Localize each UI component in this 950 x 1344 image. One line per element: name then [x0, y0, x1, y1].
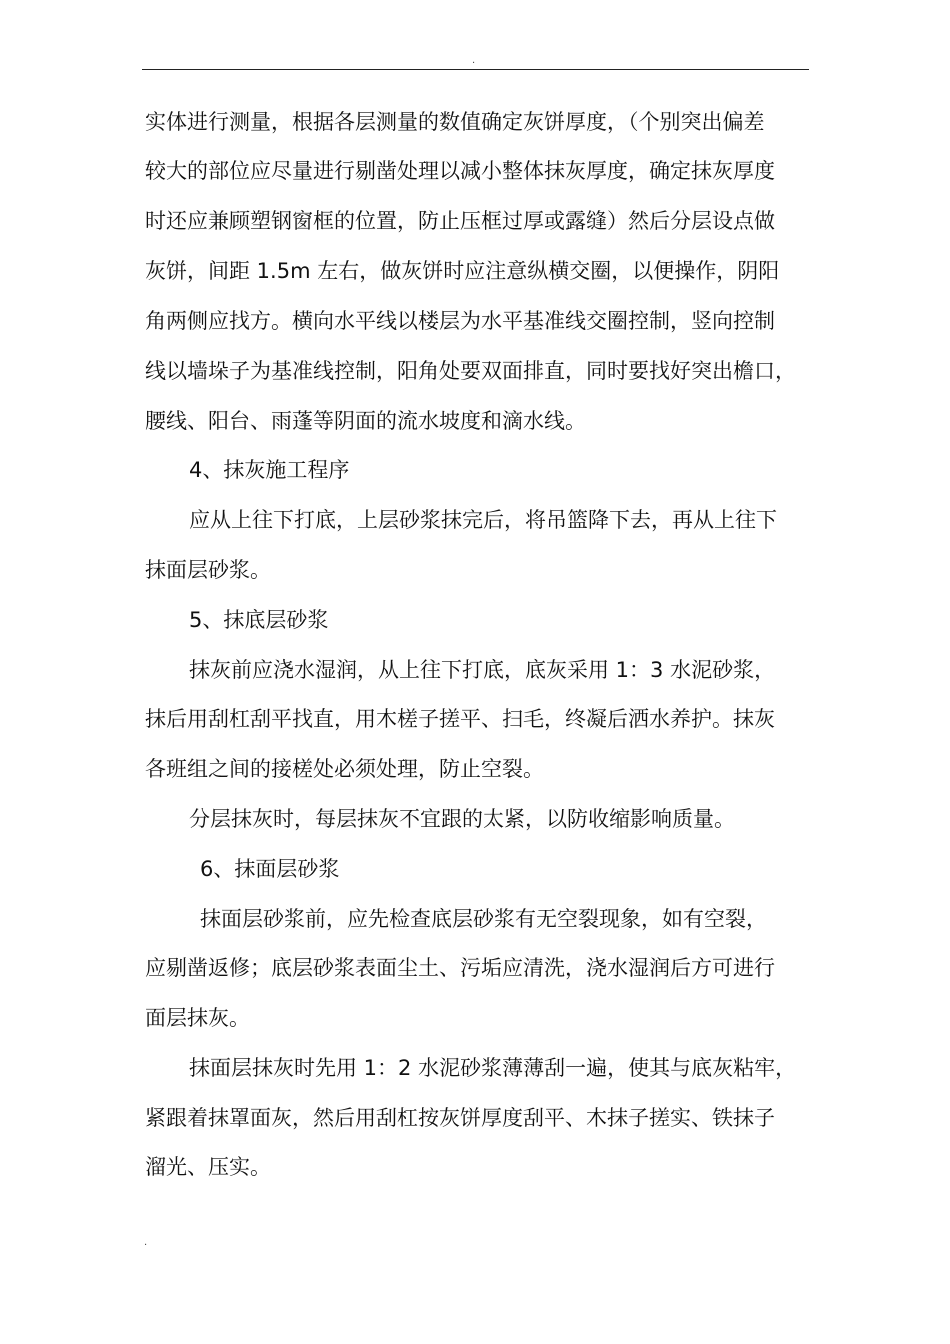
text-line: 抹面层抹灰时先用 1：2 水泥砂浆薄薄刮一遍，使其与底灰粘牢，: [189, 1056, 797, 1080]
text-line: 面层抹灰。: [145, 1006, 250, 1030]
section-heading: 5、抹底层砂浆: [189, 608, 329, 632]
section-heading: 4、抹灰施工程序: [189, 458, 350, 482]
text-line: 较大的部位应尽量进行剔凿处理以减小整体抹灰厚度，确定抹灰厚度: [145, 159, 775, 183]
text-line: 抹面层砂浆前，应先检查底层砂浆有无空裂现象，如有空裂，: [200, 907, 767, 931]
text-line: 时还应兼顾塑钢窗框的位置，防止压框过厚或露缝）然后分层设点做: [145, 209, 775, 233]
text-line: 应剔凿返修；底层砂浆表面尘土、污垢应清洗，浇水湿润后方可进行: [145, 956, 775, 980]
text-line: 应从上往下打底，上层砂浆抹完后，将吊篮降下去，再从上往下: [189, 508, 777, 532]
footer-mark: .: [144, 1237, 148, 1248]
text-line: 实体进行测量，根据各层测量的数值确定灰饼厚度，（个别突出偏差: [145, 110, 765, 134]
text-line: 抹面层砂浆。: [145, 558, 271, 582]
section-heading: 6、抹面层砂浆: [200, 857, 340, 881]
text-line: 线以墙垛子为基准线控制，阳角处要双面排直，同时要找好突出檐口，: [145, 359, 796, 383]
header-rule: [142, 69, 809, 70]
text-line: 抹灰前应浇水湿润，从上往下打底，底灰采用 1：3 水泥砂浆，: [189, 658, 776, 682]
text-line: 溜光、压实。: [145, 1155, 271, 1179]
text-line: 各班组之间的接槎处必须处理，防止空裂。: [145, 757, 544, 781]
text-line: 抹后用刮杠刮平找直，用木槎子搓平、扫毛，终凝后洒水养护。抹灰: [145, 707, 775, 731]
text-line: 灰饼，间距 1.5m 左右，做灰饼时应注意纵横交圈，以便操作，阴阳: [145, 259, 780, 283]
text-line: 角两侧应找方。横向水平线以楼层为水平基准线交圈控制，竖向控制: [145, 309, 775, 333]
text-line: 腰线、阳台、雨蓬等阴面的流水坡度和滴水线。: [145, 409, 586, 433]
text-line: 紧跟着抹罩面灰，然后用刮杠按灰饼厚度刮平、木抹子搓实、铁抹子: [145, 1106, 775, 1130]
header-mark: .: [472, 55, 476, 66]
text-line: 分层抹灰时，每层抹灰不宜跟的太紧，以防收缩影响质量。: [189, 807, 735, 831]
